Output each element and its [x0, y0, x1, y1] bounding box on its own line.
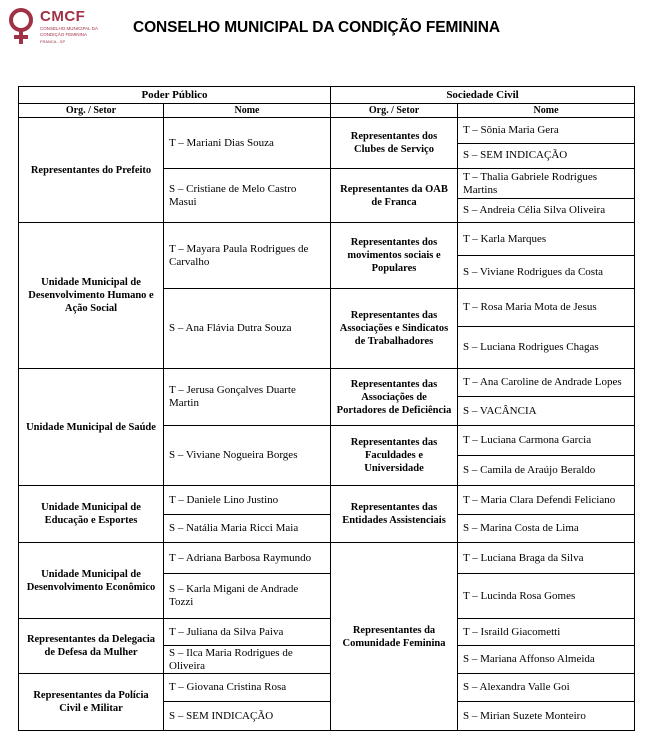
logo-subtitle: CONSELHO MUNICIPAL DA CONDIÇÃO FEMININA	[40, 26, 98, 37]
org-cell: Representantes das Entidades Assistenciais	[331, 486, 458, 543]
org-cell: Representantes dos Clubes de Serviço	[331, 118, 458, 169]
member-name: T – Rosa Maria Mota de Jesus	[458, 289, 635, 327]
member-name: S – Viviane Nogueira Borges	[164, 426, 331, 486]
org-cell: Representantes das Faculdades e Universidade	[331, 426, 458, 486]
org-cell: Representantes da Comunidade Feminina	[331, 543, 458, 731]
member-name: T – Mayara Paula Rodrigues de Carvalho	[164, 223, 331, 289]
cmcf-logo	[6, 6, 106, 50]
logo-place: FRANCA - SP	[40, 39, 66, 44]
column-header-org: Org. / Setor	[19, 104, 164, 118]
member-name: T – Daniele Lino Justino	[164, 486, 331, 515]
member-name: S – Camila de Araújo Beraldo	[458, 456, 635, 486]
member-name: S – Mariana Affonso Almeida	[458, 646, 635, 674]
org-cell: Representantes das Associações de Portadores de Deficiência	[331, 369, 458, 426]
section-header-sociedade-civil: Sociedade Civil	[331, 87, 635, 104]
member-name: S – Mirian Suzete Monteiro	[458, 702, 635, 731]
member-name: S – Luciana Rodrigues Chagas	[458, 327, 635, 369]
female-symbol-icon	[6, 8, 36, 46]
member-name: S – Karla Migani de Andrade Tozzi	[164, 574, 331, 619]
member-name: T – Lucinda Rosa Gomes	[458, 574, 635, 619]
member-name: S – SEM INDICAÇÃO	[458, 143, 635, 169]
council-table	[18, 86, 635, 731]
member-name: S – VACÂNCIA	[458, 397, 635, 426]
member-name: T – Ana Caroline de Andrade Lopes	[458, 369, 635, 397]
member-name: T – Thalia Gabriele Rodrigues Martins	[458, 169, 635, 199]
member-name: T – Adriana Barbosa Raymundo	[164, 543, 331, 574]
member-name: S – Marina Costa de Lima	[458, 515, 635, 543]
org-cell: Representantes da Polícia Civil e Militar	[19, 674, 164, 731]
member-name: T – Maria Clara Defendi Feliciano	[458, 486, 635, 515]
org-cell: Representantes do Prefeito	[19, 118, 164, 223]
org-cell: Representantes das Associações e Sindicatos de Trabalhadores	[331, 289, 458, 369]
column-header-nome: Nome	[458, 104, 635, 118]
logo-title: CMCF	[40, 8, 86, 25]
section-header-poder-publico: Poder Público	[19, 87, 331, 104]
member-name: S – Alexandra Valle Goi	[458, 674, 635, 702]
column-header-org: Org. / Setor	[331, 104, 458, 118]
org-cell: Unidade Municipal de Desenvolvimento Econômico	[19, 543, 164, 619]
org-cell: Representantes dos movimentos sociais e Populares	[331, 223, 458, 289]
org-cell: Unidade Municipal de Educação e Esportes	[19, 486, 164, 543]
member-name: S – Natália Maria Ricci Maia	[164, 515, 331, 543]
member-name: S – Viviane Rodrigues da Costa	[458, 256, 635, 289]
page-title: CONSELHO MUNICIPAL DA CONDIÇÃO FEMININA	[133, 19, 500, 36]
member-name: T – Karla Marques	[458, 223, 635, 256]
member-name: T – Luciana Carmona Garcia	[458, 426, 635, 456]
member-name: T – Luciana Braga da Silva	[458, 543, 635, 574]
member-name: S – Andreia Célia Silva Oliveira	[458, 199, 635, 223]
org-cell: Representantes da Delegacia de Defesa da Mulher	[19, 619, 164, 674]
member-name: S – Ilca Maria Rodrigues de Oliveira	[164, 646, 331, 674]
member-name: S – Cristiane de Melo Castro Masui	[164, 169, 331, 223]
org-cell: Representantes da OAB de Franca	[331, 169, 458, 223]
member-name: T – Sônia Maria Gera	[458, 118, 635, 144]
member-name: T – Mariani Dias Souza	[164, 118, 331, 169]
member-name: T – Giovana Cristina Rosa	[164, 674, 331, 702]
member-name: T – Jerusa Gonçalves Duarte Martin	[164, 369, 331, 426]
member-name: T – Israild Giacometti	[458, 619, 635, 646]
member-name: S – SEM INDICAÇÃO	[164, 702, 331, 731]
column-header-nome: Nome	[164, 104, 331, 118]
org-cell: Unidade Municipal de Desenvolvimento Humano e Ação Social	[19, 223, 164, 369]
member-name: S – Ana Flávia Dutra Souza	[164, 289, 331, 369]
org-cell: Unidade Municipal de Saúde	[19, 369, 164, 486]
member-name: T – Juliana da Silva Paiva	[164, 619, 331, 646]
